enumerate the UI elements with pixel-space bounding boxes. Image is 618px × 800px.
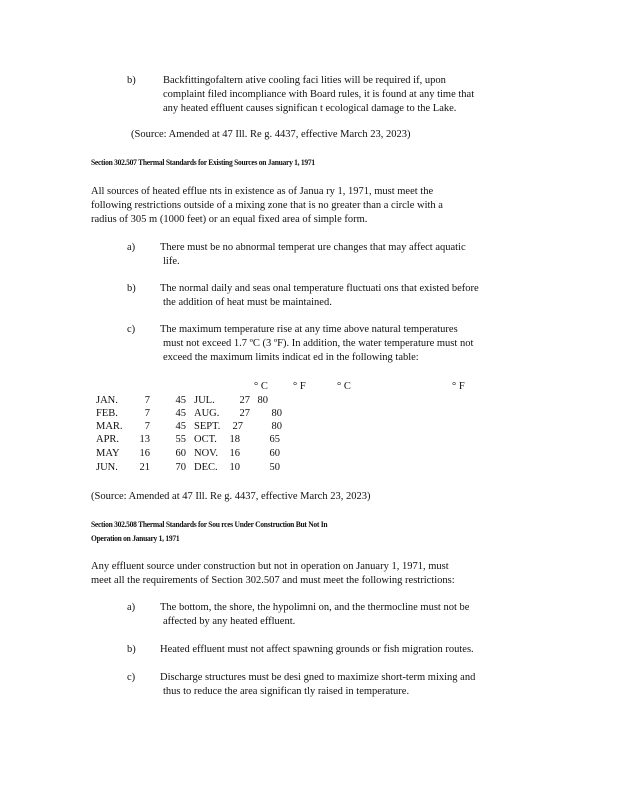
celsius-cell: 16 xyxy=(229,448,240,459)
fahrenheit-cell: 70 xyxy=(175,462,186,473)
item-line: The maximum temperature rise at any time above natural temperatures xyxy=(160,324,458,335)
table-unit-header: ° F xyxy=(452,381,465,392)
celsius-cell: 7 xyxy=(144,408,150,419)
item-label-a: a) xyxy=(127,242,136,253)
item-line: life. xyxy=(163,256,180,267)
fahrenheit-cell: 65 xyxy=(269,434,280,445)
fahrenheit-cell: 80 xyxy=(271,421,282,432)
item-line: exceed the maximum limits indicat ed in the following table: xyxy=(163,352,419,363)
celsius-cell: 7 xyxy=(144,395,150,406)
source-note: (Source: Amended at 47 Ill. Re g. 4437, effective March 23, 2023) xyxy=(131,129,411,140)
month-cell: MAR. xyxy=(96,421,123,432)
table-unit-header: ° C xyxy=(254,381,268,392)
paragraph-line: radius of 305 m (1000 feet) or an equal fixed area of simple form. xyxy=(91,214,368,225)
fahrenheit-cell: 60 xyxy=(269,448,280,459)
item-line: the addition of heat must be maintained. xyxy=(163,297,332,308)
paragraph-line: All sources of heated efflue nts in existence as of Janua ry 1, 1971, must meet the xyxy=(91,186,434,197)
item-line: The normal daily and seas onal temperature fluctuati ons that existed before xyxy=(160,283,479,294)
item-line: The bottom, the shore, the hypolimni on, and the thermocline must not be xyxy=(160,602,470,613)
backfit-line-3: any heated effluent causes significan t ecological damage to the Lake. xyxy=(163,103,457,114)
month-cell: DEC. xyxy=(194,462,218,473)
table-unit-header: ° C xyxy=(337,381,351,392)
item-line: There must be no abnormal temperat ure changes that may affect aquatic xyxy=(160,242,466,253)
section-heading: Section 302.508 Thermal Standards for Sou rces Under Construction But Not In xyxy=(91,520,328,529)
item-label-b: b) xyxy=(127,75,136,86)
fahrenheit-cell: 45 xyxy=(175,395,186,406)
celsius-cell: 16 xyxy=(139,448,150,459)
month-cell: OCT. xyxy=(194,434,217,445)
item-label-c: c) xyxy=(127,324,136,335)
month-cell: FEB. xyxy=(96,408,118,419)
fahrenheit-cell: 45 xyxy=(175,421,186,432)
paragraph-line: meet all the requirements of Section 302.507 and must meet the following restrictions: xyxy=(91,575,455,586)
item-label-a: a) xyxy=(127,602,136,613)
celsius-cell: 13 xyxy=(139,434,150,445)
month-cell: SEPT. xyxy=(194,421,221,432)
fahrenheit-cell: 60 xyxy=(175,448,186,459)
section-heading: Section 302.507 Thermal Standards for Existing Sources on January 1, 1971 xyxy=(91,158,315,167)
month-cell: AUG. xyxy=(194,408,220,419)
fahrenheit-cell: 80 xyxy=(257,395,268,406)
month-cell: NOV. xyxy=(194,448,219,459)
source-note: (Source: Amended at 47 Ill. Re g. 4437, effective March 23, 2023) xyxy=(91,491,371,502)
celsius-cell: 21 xyxy=(139,462,150,473)
item-line: must not exceed 1.7 ºC (3 ºF). In addition, the water temperature must not xyxy=(163,338,474,349)
celsius-cell: 10 xyxy=(229,462,240,473)
celsius-cell: 27 xyxy=(239,395,250,406)
celsius-cell: 27 xyxy=(232,421,243,432)
item-line: Heated effluent must not affect spawning grounds or fish migration routes. xyxy=(160,644,474,655)
backfit-line-2: complaint filed incompliance with Board rules, it is found at any time that xyxy=(163,89,475,100)
item-label-b: b) xyxy=(127,644,136,655)
item-label-b: b) xyxy=(127,283,136,294)
month-cell: JUL. xyxy=(194,395,215,406)
section-heading: Operation on January 1, 1971 xyxy=(91,534,180,543)
paragraph-line: following restrictions outside of a mixing zone that is no greater than a circle with a xyxy=(91,200,443,211)
celsius-cell: 27 xyxy=(239,408,250,419)
month-cell: JAN. xyxy=(96,395,118,406)
backfit-line-1: Backfittingofaltern ative cooling faci lities will be required if, upon xyxy=(163,75,446,86)
month-cell: JUN. xyxy=(96,462,118,473)
fahrenheit-cell: 45 xyxy=(175,408,186,419)
table-unit-header: ° F xyxy=(293,381,306,392)
item-line: affected by any heated effluent. xyxy=(163,616,296,627)
item-line: thus to reduce the area significan tly raised in temperature. xyxy=(163,686,410,697)
item-line: Discharge structures must be desi gned to maximize short-term mixing and xyxy=(160,672,476,683)
fahrenheit-cell: 55 xyxy=(175,434,186,445)
fahrenheit-cell: 80 xyxy=(271,408,282,419)
month-cell: APR. xyxy=(96,434,120,445)
fahrenheit-cell: 50 xyxy=(269,462,280,473)
paragraph-line: Any effluent source under construction but not in operation on January 1, 1971, must xyxy=(91,561,449,572)
celsius-cell: 7 xyxy=(144,421,150,432)
celsius-cell: 18 xyxy=(229,434,240,445)
item-label-c: c) xyxy=(127,672,136,683)
month-cell: MAY xyxy=(96,448,120,459)
